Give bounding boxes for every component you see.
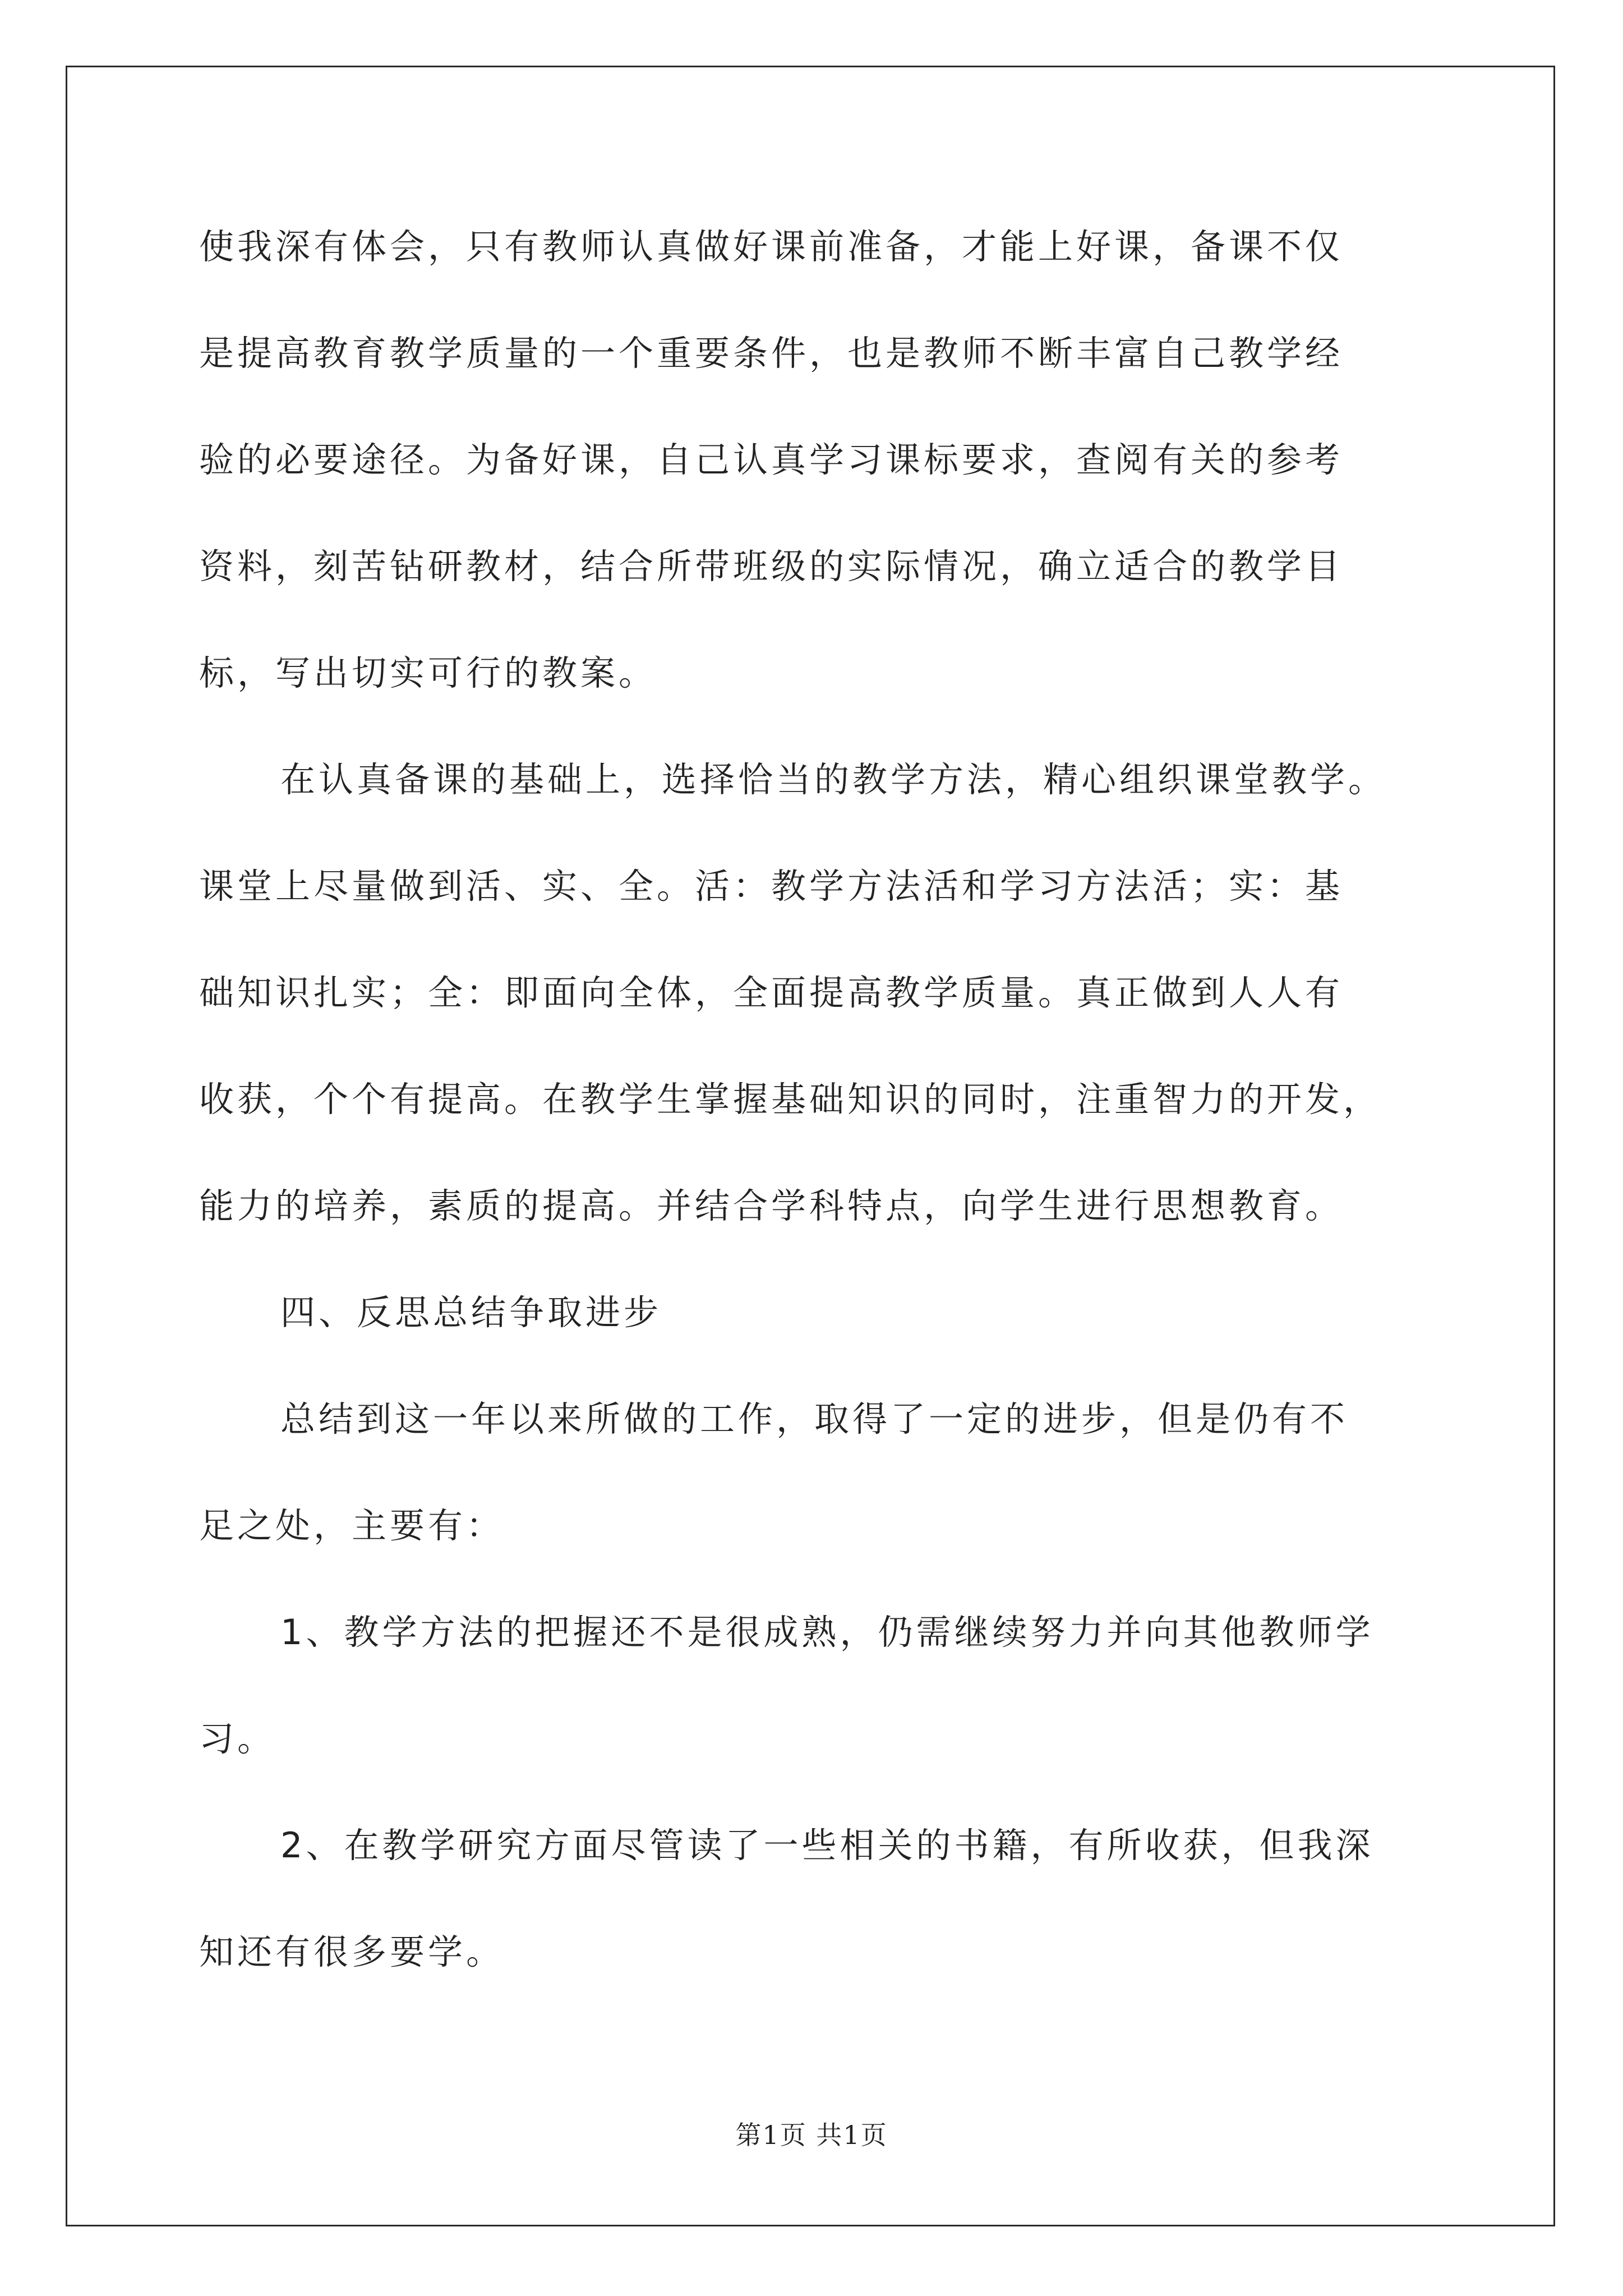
page-number-footer: 第1页 共1页 xyxy=(735,2120,888,2150)
text-line: 总结到这一年以来所做的工作，取得了一定的进步，但是仍有不 xyxy=(280,1398,1349,1439)
text-line: 是提高教育教学质量的一个重要条件，也是教师不断丰富自己教学经 xyxy=(199,333,1344,374)
text-line: 收获，个个有提高。在教学生掌握基础知识的同时，注重智力的开发， xyxy=(199,1079,1382,1120)
text-line: 使我深有体会，只有教师认真做好课前准备，才能上好课，备课不仅 xyxy=(199,226,1344,267)
text-line: 习。 xyxy=(199,1718,276,1759)
text-line: 础知识扎实；全：即面向全体，全面提高教学质量。真正做到人人有 xyxy=(199,972,1344,1013)
text-line: 验的必要途径。为备好课，自己认真学习课标要求，查阅有关的参考 xyxy=(199,439,1344,480)
section-heading: 四、反思总结争取进步 xyxy=(280,1292,662,1333)
text-line: 资料，刻苦钻研教材，结合所带班级的实际情况，确立适合的教学目 xyxy=(199,546,1344,587)
text-line: 在认真备课的基础上，选择恰当的教学方法，精心组织课堂教学。 xyxy=(280,759,1387,800)
page-border xyxy=(66,66,1555,2226)
text-line: 2、在教学研究方面尽管读了一些相关的书籍，有所收获，但我深 xyxy=(280,1825,1374,1866)
text-line: 课堂上尽量做到活、实、全。活：教学方法活和学习方法活；实：基 xyxy=(199,866,1344,907)
text-line: 知还有很多要学。 xyxy=(199,1931,505,1972)
text-line: 足之处，主要有： xyxy=(199,1505,505,1546)
text-line: 标，写出切实可行的教案。 xyxy=(199,652,657,693)
text-line: 能力的培养，素质的提高。并结合学科特点，向学生进行思想教育。 xyxy=(199,1185,1344,1226)
text-line: 1、教学方法的把握还不是很成熟，仍需继续努力并向其他教师学 xyxy=(280,1612,1374,1653)
